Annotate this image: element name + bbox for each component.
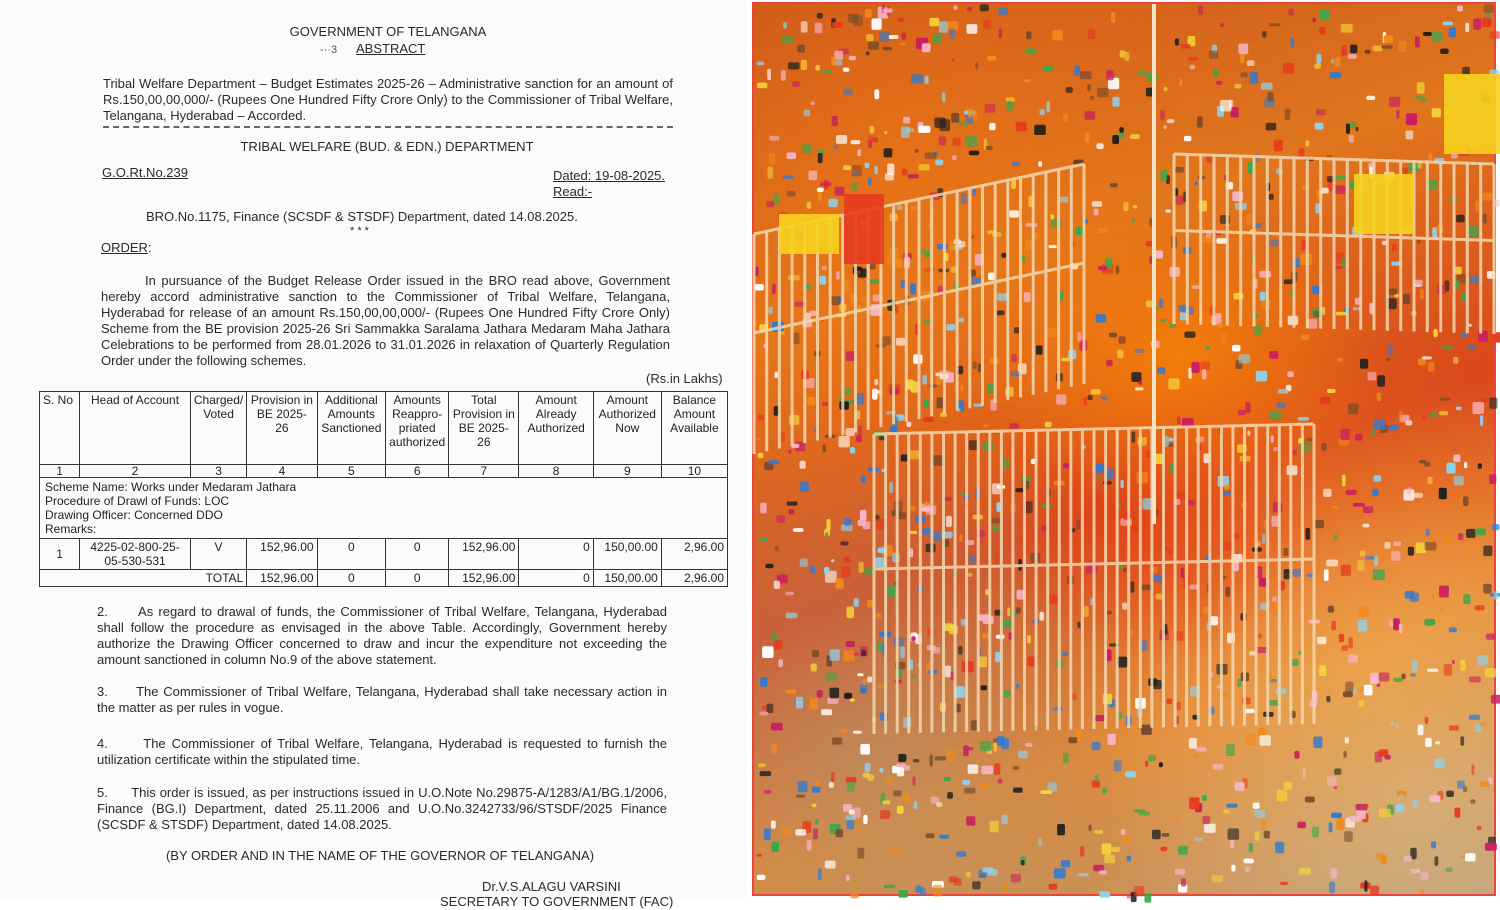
total-provision: 152,96.00 (247, 570, 317, 587)
header-additional-amounts: Additional Amounts Sanctioned (317, 392, 386, 465)
separator-line (103, 125, 673, 129)
col-number: 4 (247, 465, 317, 478)
row-provision: 152,96.00 (247, 539, 317, 570)
flag (844, 194, 884, 264)
crowd-speckles (754, 4, 1500, 902)
total-already-authorized: 0 (519, 570, 593, 587)
row-charged-voted: V (190, 539, 246, 570)
department-name: TRIBAL WELFARE (BUD. & EDN.) DEPARTMENT (240, 139, 534, 154)
table-row (40, 539, 728, 570)
row-already-authorized: 0 (519, 539, 593, 570)
scheme-name: Scheme Name: Works under Medaram Jathara (45, 480, 297, 494)
header-balance-amount: Balance Amount Available (661, 392, 727, 465)
col-number: 9 (593, 465, 661, 478)
row-reappropriated: 0 (386, 539, 449, 570)
col-number: 6 (386, 465, 449, 478)
units-label: (Rs.in Lakhs) (646, 371, 723, 386)
abstract-label: ABSTRACT (356, 41, 426, 56)
row-head-of-account: 4225-02-800-25-05-530-531 (80, 539, 191, 570)
read-label: Read:- (553, 184, 593, 199)
order-paragraph-3: 3. The Commissioner of Tribal Welfare, Telangana, Hyderabad shall take necessary action in the matter as per rules in vogue. (97, 684, 671, 715)
total-label: TOTAL (40, 570, 247, 587)
header-amounts-reappropriated: Amounts Reappro-priated authorized (386, 392, 449, 465)
header-amount-already-authorized: Amount Already Authorized (519, 392, 593, 465)
remarks: Remarks: (45, 522, 97, 536)
header-sno: S. No (40, 392, 80, 465)
col-number: 7 (449, 465, 519, 478)
order-paragraph-4: 4. The Commissioner of Tribal Welfare, Telangana, Hyderabad is requested to furnish the utilization certificate within the stipulated time. (97, 736, 671, 767)
reference-line: BRO.No.1175, Finance (SCSDF & STSDF) Department, dated 14.08.2025. (146, 209, 578, 224)
budget-table (39, 391, 728, 587)
total-reappropriated: 0 (386, 570, 449, 587)
row-total-provision: 152,96.00 (449, 539, 519, 570)
signatory-designation: SECRETARY TO GOVERNMENT (FAC) (440, 894, 674, 909)
procedure-of-drawl: Procedure of Drawl of Funds: LOC (45, 494, 230, 508)
stars-divider: * * * (350, 225, 369, 237)
total-authorized-now: 150,00.00 (593, 570, 661, 587)
row-sno: 1 (40, 539, 80, 570)
header-amount-authorized-now: Amount Authorized Now (593, 392, 661, 465)
row-authorized-now: 150,00.00 (593, 539, 661, 570)
government-order-document (0, 0, 746, 909)
row-balance: 2,96.00 (661, 539, 727, 570)
col-number: 5 (317, 465, 386, 478)
order-paragraph-1: In pursuance of the Budget Release Order issued in the BRO read above, Government hereby accord administrative sanction to the Commissioner of Tribal Welfare, Telangana, Hyderabad for release of an amount Rs.150,00,00,000/- (Rupees One Hundred Fifty Crore Only) Scheme from the BE provision 2025-26 Sri Sammakka Saralama Jathara Medaram Maha Jathara Celebrations to be performed from 28.01.2026 to 31.01.2026 in relaxation of Quarterly Regulation Order under the following schemes. (101, 273, 670, 368)
governor-line: (BY ORDER AND IN THE NAME OF THE GOVERNOR OF TELANGANA) (165, 848, 595, 863)
total-balance: 2,96.00 (661, 570, 727, 587)
total-additional: 0 (317, 570, 386, 587)
flag (1444, 74, 1500, 154)
order-paragraph-5: 5. This order is issued, as per instructions issued in U.O.Note No.29875-A/1283/A1/BG.1/2006, Finance (BG.I) Department, dated 25.11.2006 and U.O.No.3242733/96/STSDF/2025 Finance (SCSDF & STSDF) Department, dated 14.08.2025. (97, 785, 671, 832)
col-number: 3 (190, 465, 246, 478)
header-charged-voted: Charged/ Voted (190, 392, 246, 465)
col-number: 10 (661, 465, 727, 478)
header-provision-be: Provision in BE 2025-26 (247, 392, 317, 465)
total-row (40, 570, 728, 587)
col-number: 2 (80, 465, 191, 478)
flag (779, 214, 839, 254)
column-number-row (40, 465, 728, 478)
order-date: Dated: 19-08-2025. (553, 168, 666, 183)
order-paragraph-2: 2. As regard to drawal of funds, the Commissioner of Tribal Welfare, Telangana, Hyderabad shall follow the procedure as envisaged in the above Table. Accordingly, Government hereby authorize the Drawing Officer concerned to draw and incur the expenditure not exceeding the amount sanctioned in column No.9 of the above statement. (97, 604, 671, 667)
col-number: 8 (519, 465, 593, 478)
total-total-provision: 152,96.00 (449, 570, 519, 587)
drawing-officer: Drawing Officer: Concerned DDO (45, 508, 223, 522)
table-header-row (40, 392, 728, 465)
row-additional: 0 (317, 539, 386, 570)
header-total-provision: Total Provision in BE 2025-26 (449, 392, 519, 465)
col-number: 1 (40, 465, 80, 478)
flag (1354, 174, 1414, 234)
header-head-of-account: Head of Account (80, 392, 191, 465)
crowd-scene-illustration (754, 4, 1494, 894)
medaram-jathara-crowd-photo (752, 2, 1496, 896)
government-title: GOVERNMENT OF TELANGANA (289, 24, 487, 39)
subject-paragraph: Tribal Welfare Department – Budget Estimates 2025-26 – Administrative sanction for an amount of Rs.150,00,00,000/- (Rupees One Hundred Fifty Crore Only) to the Commissioner of Tribal Welfare, Telangana, Hyderabad – Accorded. (103, 76, 673, 123)
signatory-name: Dr.V.S.ALAGU VARSINI (482, 879, 621, 894)
scheme-info-row (40, 478, 728, 539)
order-heading: ORDER: (101, 240, 152, 255)
handwritten-mark: -··3 (320, 44, 338, 56)
go-number: G.O.Rt.No.239 (102, 165, 188, 180)
